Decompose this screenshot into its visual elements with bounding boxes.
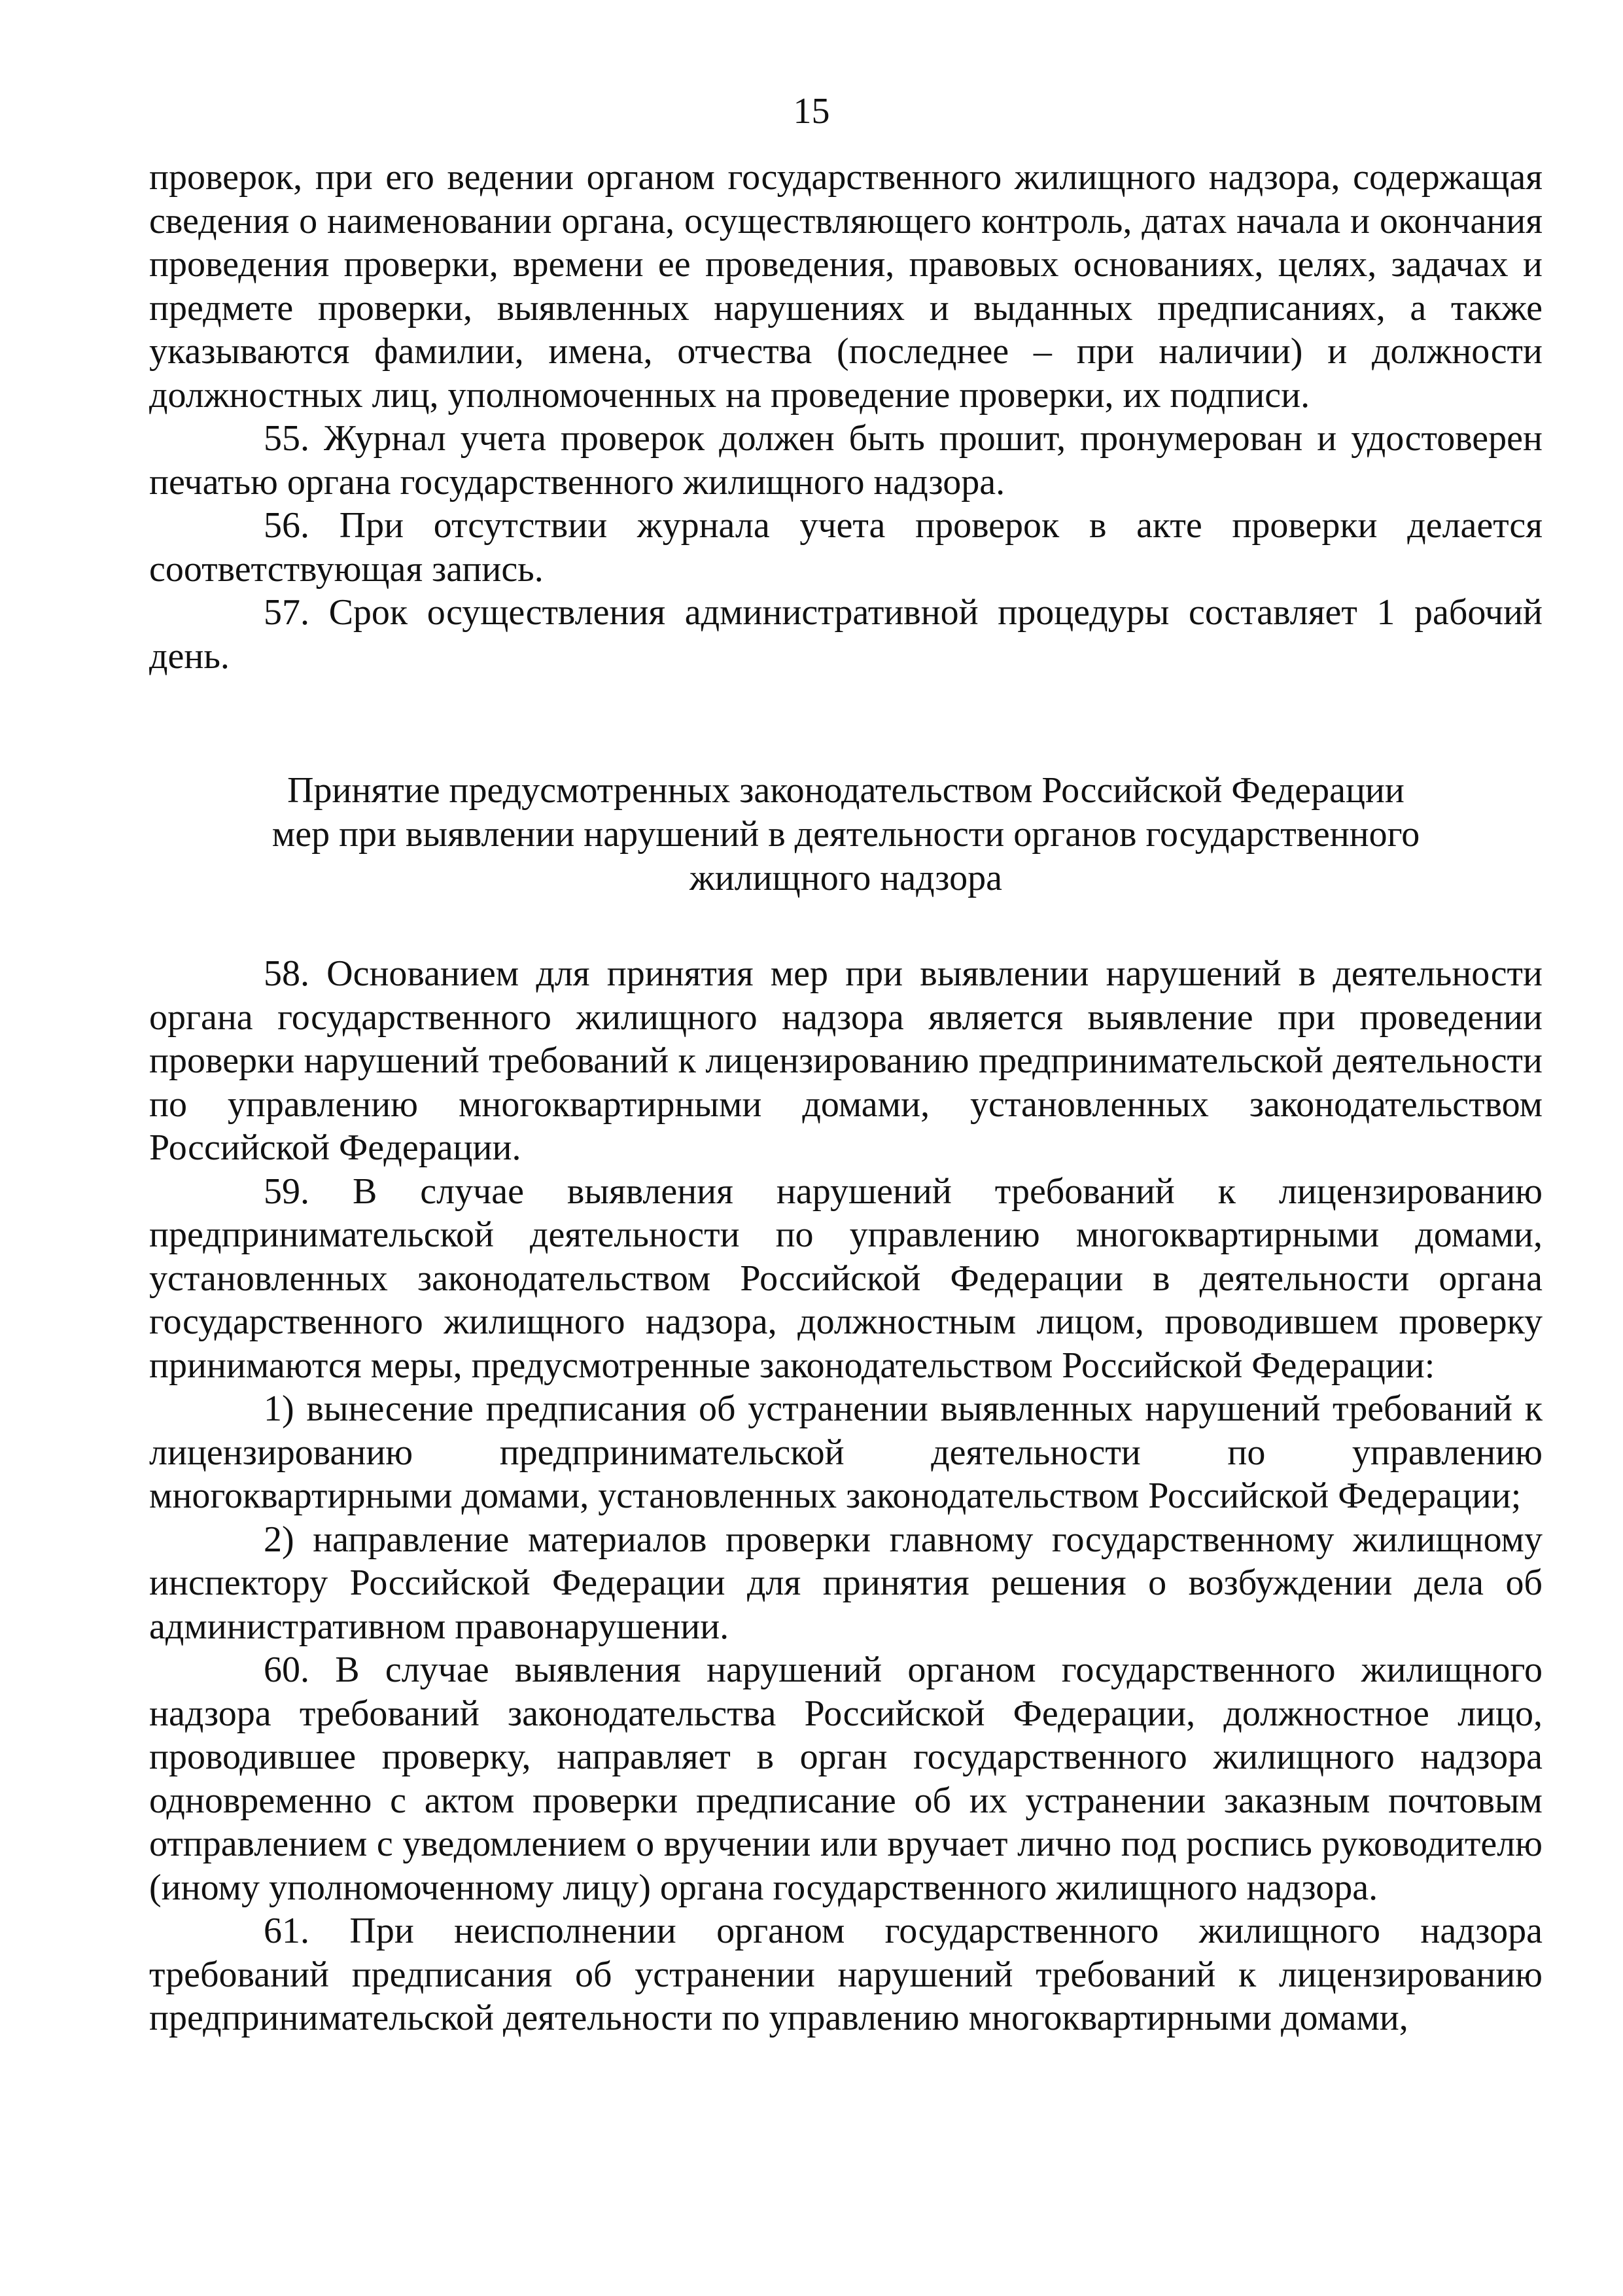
paragraph-continuation: проверок, при его ведении органом государственного жилищного надзора, содержащая сведения о наименовании органа, осуществляющего контроль, датах начала и окончания проведения проверки, времени ее проведения, правовых основаниях, целях, задачах и предмете проверки, выявленных нарушениях и выданных предписаниях, а также указываются фамилии, имена, отчества (последнее – при наличии) и должности должностных лиц, уполномоченных на проведение проверки, их подписи. <box>149 157 1543 415</box>
document-body-top <box>149 156 1543 678</box>
section-heading-line-1: Принятие предусмотренных законодательством Российской Федерации <box>287 770 1405 811</box>
paragraph-56: 56. При отсутствии журнала учета проверок в акте проверки делается соответствующая запись. <box>149 505 1543 590</box>
section-heading-line-3: жилищного надзора <box>689 858 1002 898</box>
paragraph-59-item-1: 1) вынесение предписания об устранении выявленных нарушений требований к лицензированию предпринимательской деятельности по управлению многоквартирными домами, установленных законодательством Российской Федерации; <box>149 1388 1543 1516</box>
paragraph-55: 55. Журнал учета проверок должен быть прошит, пронумерован и удостоверен печатью органа государственного жилищного надзора. <box>149 418 1543 503</box>
paragraph-59: 59. В случае выявления нарушений требований к лицензированию предпринимательской деятельности по управлению многоквартирными домами, установленных законодательством Российской Федерации в деятельности органа государственного жилищного надзора, должностным лицом, проводившем проверку принимаются меры, предусмотренные законодательством Российской Федерации: <box>149 1171 1543 1386</box>
paragraph-58: 58. Основанием для принятия мер при выявлении нарушений в деятельности органа государственного жилищного надзора является выявление при проведении проверки нарушений требований к лицензированию предпринимательской деятельности по управлению многоквартирными домами, установленных законодательством Российской Федерации. <box>149 953 1543 1168</box>
paragraph-60: 60. В случае выявления нарушений органом государственного жилищного надзора требований законодательства Российской Федерации, должностное лицо, проводившее проверку, направляет в орган государственного жилищного надзора одновременно с актом проверки предписание об их устранении заказным почтовым отправлением с уведомлением о вручении или вручает лично под роспись руководителю (иному уполномоченному лицу) органа государственного жилищного надзора. <box>149 1650 1543 1908</box>
section-heading-line-2: мер при выявлении нарушений в деятельности органов государственного <box>271 814 1420 855</box>
document-body-bottom <box>149 952 1543 2040</box>
paragraph-61: 61. При неисполнении органом государственного жилищного надзора требований предписания об устранении нарушений требований к лицензированию предпринимательской деятельности по управлению многоквартирными домами, <box>149 1911 1543 2038</box>
section-heading <box>149 769 1543 900</box>
paragraph-59-item-2: 2) направление материалов проверки главному государственному жилищному инспектору Российской Федерации для принятия решения о возбуждении дела об административном правонарушении. <box>149 1519 1543 1647</box>
page-number: 15 <box>793 91 830 132</box>
paragraph-57: 57. Срок осуществления административной процедуры составляет 1 рабочий день. <box>149 592 1543 677</box>
